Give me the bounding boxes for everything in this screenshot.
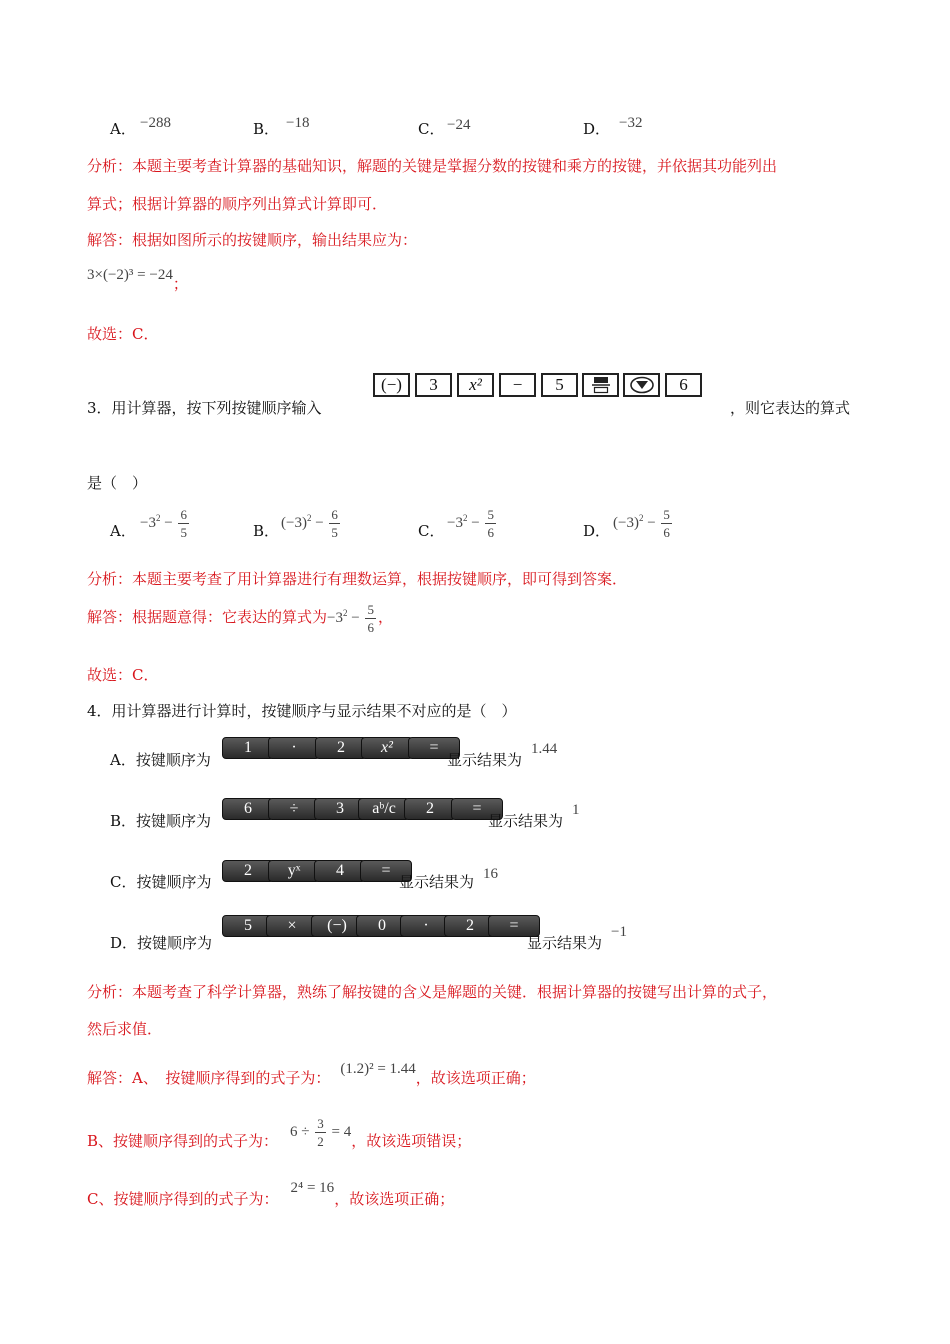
q2-option-b-value: −18	[286, 115, 310, 131]
q4-a-key-1: 1	[222, 737, 274, 759]
q2-option-a-value: −288	[140, 115, 171, 131]
q3-answer-tail: ，	[377, 607, 393, 626]
square-key: x²	[457, 373, 494, 397]
q3-option-c-label: C．	[418, 522, 445, 540]
q4-c-key-4: 4	[314, 860, 366, 882]
q4-row-c-result-label: 显示结果为	[399, 873, 475, 891]
q3-answer-text: 解答：根据题意得：它表达的算式为	[87, 607, 328, 626]
down-arrow-key-icon	[623, 373, 660, 397]
q4-a-key-2: 2	[315, 737, 367, 759]
q4-row-c-result: 16	[483, 866, 498, 882]
q4-row-c-label: C．按键顺序为	[110, 873, 212, 891]
q3-option-a-formula: $-3^2$ − $\frac{6}{5}$	[140, 507, 187, 540]
q4-answer-b-prefix: B、按键顺序得到的式子为：	[87, 1131, 279, 1150]
q4-a-key-equals: =	[408, 737, 460, 759]
q4-c-key-2: 2	[222, 860, 274, 882]
q4-d-key-equals: =	[488, 915, 540, 937]
q4-answer-a-prefix: 解答：A、 按键顺序得到的式子为：	[87, 1069, 331, 1087]
q4-d-key-dot: ·	[400, 915, 452, 937]
q3-option-b-label: B．	[253, 522, 280, 540]
q4-row-a-result: 1.44	[531, 741, 558, 757]
q2-option-b-label: B．	[253, 120, 280, 138]
q2-option-c-label: C．	[418, 120, 445, 138]
q4-d-key-5: 5	[222, 915, 274, 937]
q4-analysis-line2: 然后求值．	[87, 1020, 163, 1038]
q4-b-key-fraction: aᵇ/c	[358, 798, 410, 820]
q4-row-b-label: B．按键顺序为	[110, 812, 212, 830]
q4-row-d-result: −1	[611, 924, 627, 940]
q2-choice: 故选：C．	[87, 325, 159, 343]
q4-c-key-equals: =	[360, 860, 412, 882]
q3-option-d-label: D．	[583, 522, 611, 540]
q4-stem: 4．用计算器进行计算时，按键顺序与显示结果不对应的是（ ）	[87, 702, 517, 720]
q4-row-b-result-label: 显示结果为	[488, 812, 564, 830]
q2-option-a-label: A．	[110, 120, 136, 138]
q2-option-d-label: D．	[583, 120, 611, 138]
q2-answer-formula: 3×(−2)³ = −24	[87, 267, 173, 283]
q4-b-key-equals: =	[451, 798, 503, 820]
q3-option-a-label: A．	[110, 522, 136, 540]
q4-answer-b-formula: 6 ÷ $\frac{3}{2}$ = 4	[290, 1116, 352, 1149]
q2-answer-intro: 解答：根据如图所示的按键顺序，输出结果应为：	[87, 231, 418, 249]
q3-stem-line2: 是（ ）	[87, 474, 148, 492]
q4-c-key-power: yˣ	[268, 860, 320, 882]
digit-5-key: 5	[541, 373, 578, 397]
negative-key: (−)	[373, 373, 410, 397]
q2-analysis-line2: 算式；根据计算器的顺序列出算式计算即可．	[87, 195, 388, 213]
minus-key: −	[499, 373, 536, 397]
q3-answer-formula: $-3^2$ − $\frac{5}{6}$	[327, 602, 374, 635]
q4-a-key-square: x²	[361, 737, 413, 759]
digit-6-key: 6	[665, 373, 702, 397]
q3-option-d-formula: $(-3)^2$ − $\frac{5}{6}$	[613, 507, 670, 540]
q4-row-a-label: A．按键顺序为	[110, 751, 211, 769]
q4-a-key-dot: ·	[268, 737, 320, 759]
q3-stem-suffix: ，则它表达的算式	[730, 399, 851, 417]
q4-row-d-result-label: 显示结果为	[527, 934, 603, 952]
q4-d-key-0: 0	[356, 915, 408, 937]
q3-choice: 故选：C．	[87, 666, 159, 684]
q4-row-b-result: 1	[572, 802, 580, 818]
q4-answer-c-suffix: ，故该选项正确；	[334, 1190, 455, 1208]
q3-option-b-formula: $(-3)^2$ − $\frac{6}{5}$	[281, 507, 338, 540]
digit-3-key: 3	[415, 373, 452, 397]
q2-option-d-value: −32	[619, 115, 643, 131]
q3-analysis: 分析：本题主要考查了用计算器进行有理数运算，根据按键顺序，即可得到答案．	[87, 570, 628, 588]
q2-option-c-value: −24	[447, 117, 471, 133]
q3-stem-prefix: 3．用计算器，按下列按键顺序输入	[87, 399, 322, 417]
q4-b-key-6: 6	[222, 798, 274, 820]
q4-answer-c-formula: 2⁴ = 16	[290, 1180, 335, 1196]
q2-analysis-line1: 分析：本题主要考查计算器的基础知识，解题的关键是掌握分数的按键和乘方的按键，并依据其功能列出	[87, 157, 778, 175]
q4-row-a-result-label: 显示结果为	[447, 751, 523, 769]
q4-answer-b-suffix: ，故该选项错误；	[351, 1131, 472, 1150]
q4-answer-a-formula: (1.2)² = 1.44	[340, 1061, 416, 1077]
q4-b-key-3: 3	[314, 798, 366, 820]
q4-b-key-2: 2	[404, 798, 456, 820]
q4-row-d-label: D．按键顺序为	[110, 934, 213, 952]
q4-d-key-negative: (−)	[311, 915, 363, 937]
q4-answer-c-prefix: C、按键顺序得到的式子为：	[87, 1190, 279, 1208]
q4-analysis-line1: 分析：本题考查了科学计算器，熟练了解按键的含义是解题的关键．根据计算器的按键写出计算的式子，	[87, 983, 778, 1001]
q4-d-key-multiply: ×	[266, 915, 318, 937]
q4-b-key-divide: ÷	[268, 798, 320, 820]
q2-answer-formula-tail: ；	[172, 275, 188, 293]
fraction-key-icon	[582, 373, 619, 397]
q4-answer-a-suffix: ，故该选项正确；	[415, 1069, 536, 1087]
q3-option-c-formula: $-3^2$ − $\frac{5}{6}$	[447, 507, 494, 540]
q4-d-key-2: 2	[444, 915, 496, 937]
